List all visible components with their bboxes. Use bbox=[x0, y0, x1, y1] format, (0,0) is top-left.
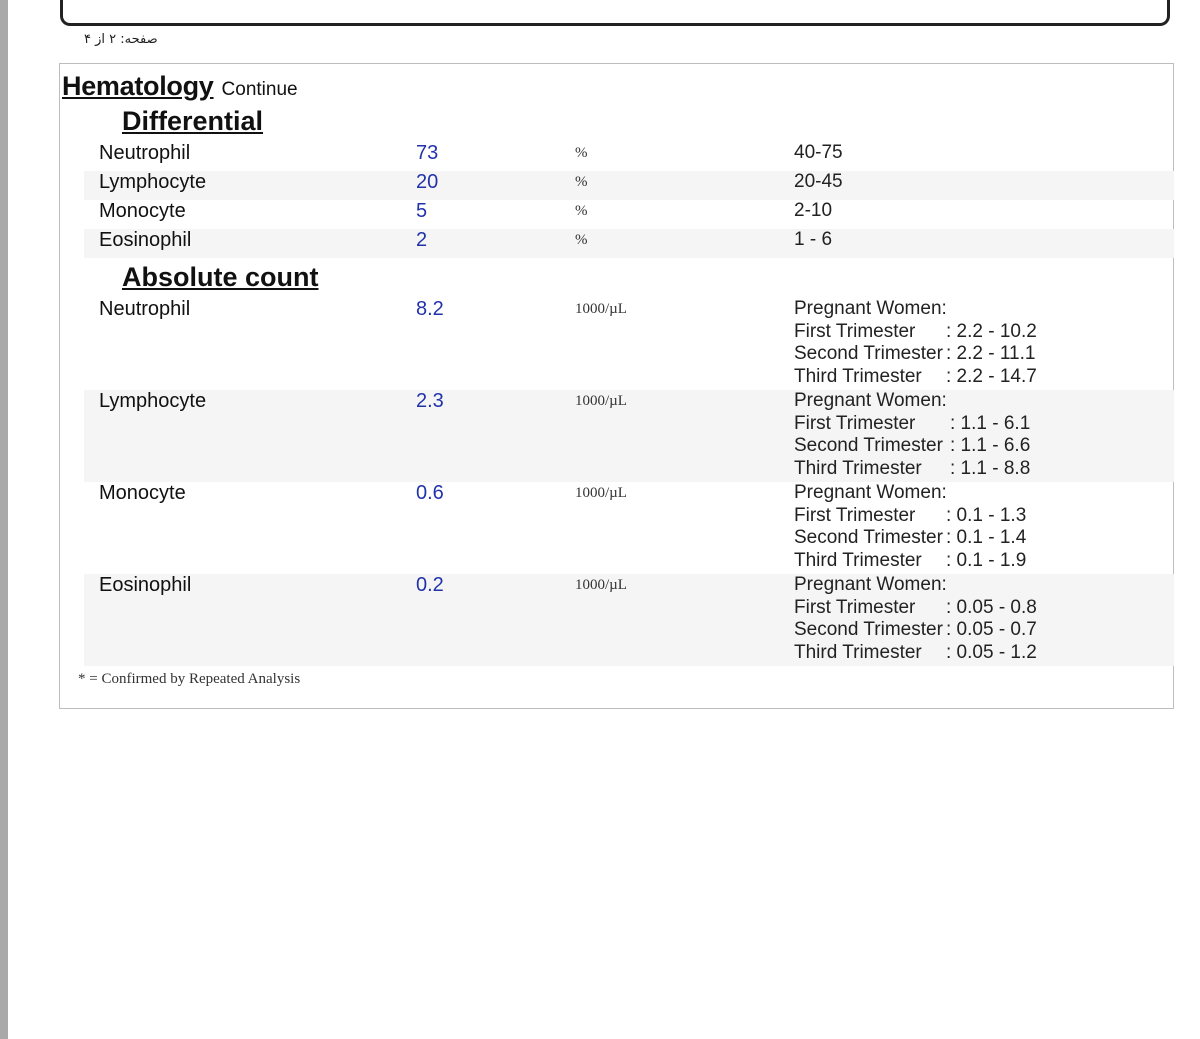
section-continued-label: Continue bbox=[221, 79, 298, 100]
trimester-range: : 1.1 - 8.8 bbox=[950, 457, 1031, 479]
test-value: 0.2 bbox=[416, 574, 444, 596]
test-unit: % bbox=[575, 174, 588, 190]
table-row bbox=[84, 574, 1174, 666]
test-name: Neutrophil bbox=[99, 142, 191, 164]
absolute-count-title: Absolute count bbox=[122, 262, 319, 292]
test-value: 0.6 bbox=[416, 482, 444, 504]
trimester-range: : 2.2 - 11.1 bbox=[946, 343, 1036, 365]
test-name: Monocyte bbox=[99, 482, 186, 504]
reference-range: 40-75 bbox=[794, 142, 843, 163]
trimester-range: : 0.05 - 0.7 bbox=[946, 619, 1037, 641]
trimester-label: Third Trimester bbox=[794, 365, 922, 387]
previous-page-box bbox=[60, 0, 1170, 26]
test-value: 20 bbox=[416, 171, 439, 193]
trimester-label: First Trimester bbox=[794, 504, 916, 526]
reference-title: Pregnant Women: bbox=[794, 390, 947, 411]
reference-title: Pregnant Women: bbox=[794, 482, 947, 503]
test-value: 73 bbox=[416, 142, 439, 164]
trimester-label: First Trimester bbox=[794, 596, 916, 618]
test-name: Eosinophil bbox=[99, 229, 192, 251]
test-value: 2.3 bbox=[416, 390, 444, 412]
trimester-label: Second Trimester bbox=[794, 435, 943, 457]
test-value: 5 bbox=[416, 200, 428, 222]
trimester-range: : 2.2 - 14.7 bbox=[946, 365, 1037, 387]
section-title: Hematology bbox=[62, 71, 214, 101]
reference-range-block bbox=[794, 298, 1037, 388]
test-name: Lymphocyte bbox=[99, 171, 207, 193]
trimester-range: : 0.1 - 1.4 bbox=[946, 527, 1027, 549]
footnote: * = Confirmed by Repeated Analysis bbox=[78, 671, 301, 687]
test-name: Eosinophil bbox=[99, 574, 192, 596]
table-row bbox=[84, 298, 1174, 390]
trimester-label: Third Trimester bbox=[794, 457, 922, 479]
reference-range-block bbox=[794, 482, 1026, 572]
reference-title: Pregnant Women: bbox=[794, 298, 947, 319]
reference-range: 1 - 6 bbox=[794, 229, 833, 250]
trimester-label: First Trimester bbox=[794, 412, 916, 434]
trimester-range: : 0.1 - 1.9 bbox=[946, 549, 1027, 571]
trimester-range: : 0.1 - 1.3 bbox=[946, 504, 1027, 526]
reference-range-block bbox=[794, 574, 1037, 664]
hematology-panel bbox=[59, 63, 1174, 709]
table-row bbox=[84, 200, 1174, 229]
trimester-label: First Trimester bbox=[794, 320, 916, 342]
reference-range: 2-10 bbox=[794, 200, 833, 221]
test-unit: 1000/µL bbox=[575, 393, 627, 409]
trimester-range: : 1.1 - 6.6 bbox=[950, 435, 1031, 457]
trimester-range: : 2.2 - 10.2 bbox=[946, 320, 1037, 342]
differential-title: Differential bbox=[122, 106, 264, 136]
page-indicator: صفحه: ۲ از ۴ bbox=[84, 32, 158, 47]
reference-title: Pregnant Women: bbox=[794, 574, 947, 595]
test-unit: 1000/µL bbox=[575, 301, 627, 317]
table-row bbox=[84, 142, 1174, 171]
trimester-label: Second Trimester bbox=[794, 527, 943, 549]
test-name: Lymphocyte bbox=[99, 390, 207, 412]
viewer-scrollbar-edge bbox=[0, 0, 8, 1039]
trimester-label: Third Trimester bbox=[794, 641, 922, 663]
test-unit: % bbox=[575, 145, 588, 161]
reference-range: 20-45 bbox=[794, 171, 843, 192]
table-row bbox=[84, 482, 1174, 574]
trimester-label: Third Trimester bbox=[794, 549, 922, 571]
test-unit: 1000/µL bbox=[575, 485, 627, 501]
table-row bbox=[84, 171, 1174, 200]
trimester-label: Second Trimester bbox=[794, 619, 943, 641]
section-heading bbox=[62, 71, 298, 102]
test-unit: % bbox=[575, 203, 588, 219]
trimester-range: : 1.1 - 6.1 bbox=[950, 412, 1031, 434]
trimester-range: : 0.05 - 0.8 bbox=[946, 596, 1037, 618]
table-row bbox=[84, 390, 1174, 482]
test-name: Monocyte bbox=[99, 200, 186, 222]
reference-range-block bbox=[794, 390, 1030, 480]
trimester-label: Second Trimester bbox=[794, 343, 943, 365]
test-unit: 1000/µL bbox=[575, 577, 627, 593]
test-name: Neutrophil bbox=[99, 298, 191, 320]
table-row bbox=[84, 229, 1174, 258]
trimester-range: : 0.05 - 1.2 bbox=[946, 641, 1037, 663]
test-value: 2 bbox=[416, 229, 428, 251]
test-unit: % bbox=[575, 232, 588, 248]
test-value: 8.2 bbox=[416, 298, 444, 320]
